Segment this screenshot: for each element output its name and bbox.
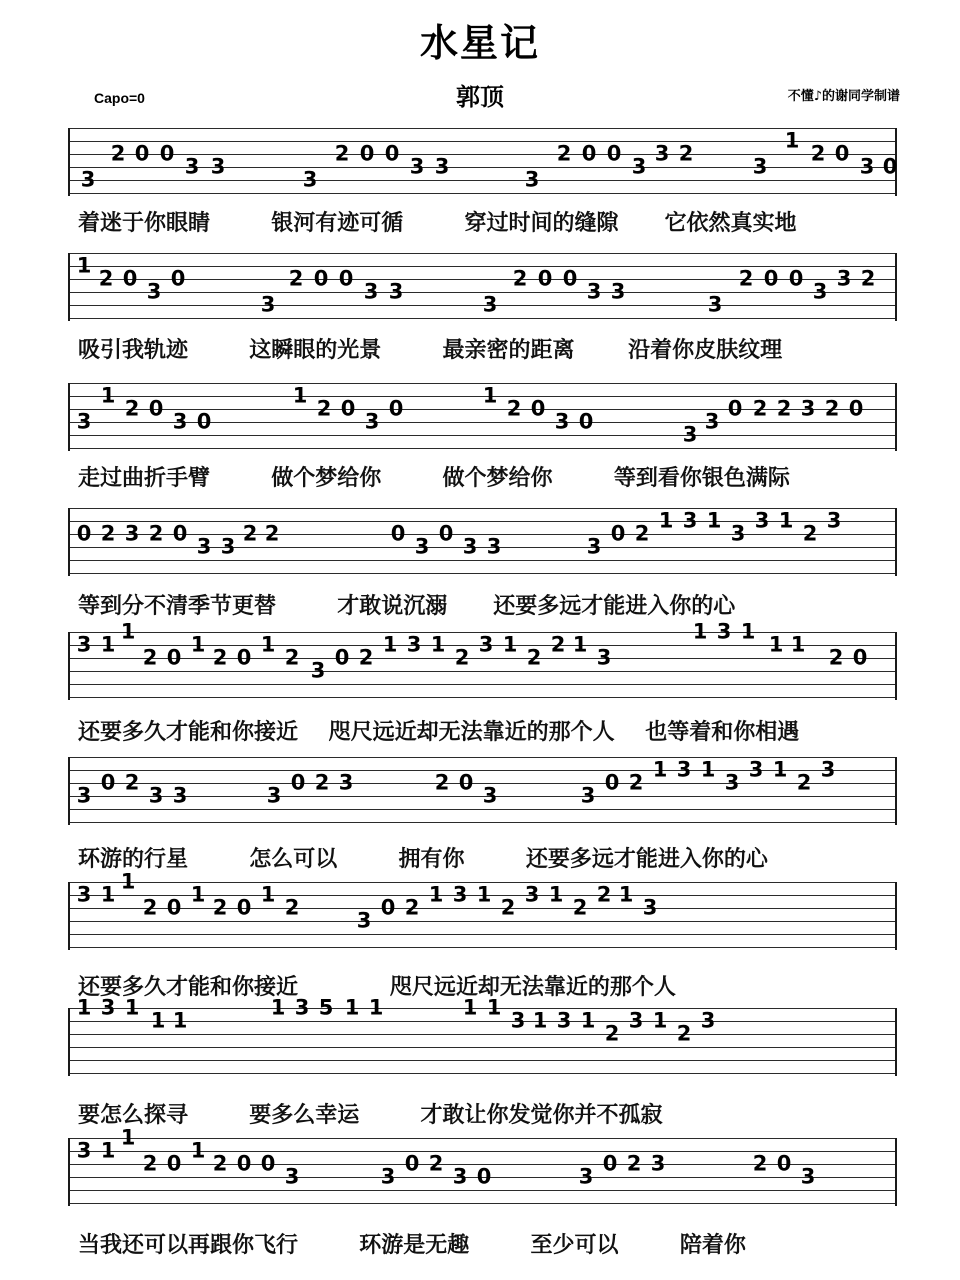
tab-note: 2 xyxy=(556,141,572,166)
tab-note: 3 xyxy=(586,534,602,559)
tab-note: 1 xyxy=(150,1008,166,1033)
tab-note: 3 xyxy=(76,632,92,657)
tab-note: 3 xyxy=(338,770,354,795)
string-line-3 xyxy=(70,908,895,909)
tab-note: 0 xyxy=(882,154,898,179)
tab-note: 3 xyxy=(452,1164,468,1189)
tab-note: 1 xyxy=(572,632,588,657)
tab-note: 0 xyxy=(438,521,454,546)
tab-note: 2 xyxy=(212,1151,228,1176)
tab-note: 0 xyxy=(834,141,850,166)
tab-note: 3 xyxy=(654,141,670,166)
tab-note: 0 xyxy=(359,141,375,166)
tab-note: 3 xyxy=(452,882,468,907)
tab-note: 3 xyxy=(462,534,478,559)
tab-note: 1 xyxy=(76,253,92,278)
string-line-6 xyxy=(70,947,895,948)
tab-note: 3 xyxy=(524,882,540,907)
tab-note: 2 xyxy=(828,645,844,670)
tab-note: 3 xyxy=(482,292,498,317)
tab-note: 3 xyxy=(724,770,740,795)
string-line-4 xyxy=(70,671,895,672)
tab-note: 3 xyxy=(730,521,746,546)
tab-note: 3 xyxy=(266,783,282,808)
tab-note: 1 xyxy=(486,995,502,1020)
tab-note: 1 xyxy=(580,1008,596,1033)
lyric-line-9: 当我还可以再跟你飞行 环游是无趣 至少可以 陪着你 xyxy=(78,1233,746,1258)
tab-note: 3 xyxy=(76,882,92,907)
tab-note: 1 xyxy=(476,882,492,907)
tab-note: 0 xyxy=(578,409,594,434)
tab-note: 0 xyxy=(166,1151,182,1176)
tab-note: 0 xyxy=(159,141,175,166)
tab-note: 0 xyxy=(530,396,546,421)
tab-note: 2 xyxy=(242,521,258,546)
tab-note: 2 xyxy=(124,770,140,795)
tab-note: 2 xyxy=(550,632,566,657)
string-line-4 xyxy=(70,547,895,548)
tab-note: 2 xyxy=(358,645,374,670)
string-line-3 xyxy=(70,1034,895,1035)
tab-note: 3 xyxy=(406,632,422,657)
tab-note: 2 xyxy=(284,645,300,670)
tab-note: 0 xyxy=(562,266,578,291)
tab-note: 3 xyxy=(628,1008,644,1033)
string-line-1 xyxy=(70,508,895,509)
tab-note: 0 xyxy=(476,1164,492,1189)
tab-note: 1 xyxy=(778,508,794,533)
tab-note: 3 xyxy=(414,534,430,559)
tab-note: 3 xyxy=(704,409,720,434)
tab-note: 3 xyxy=(380,1164,396,1189)
tab-note: 3 xyxy=(596,645,612,670)
tab-note: 3 xyxy=(409,154,425,179)
tab-note: 1 xyxy=(790,632,806,657)
tab-note: 2 xyxy=(98,266,114,291)
tab-note: 2 xyxy=(634,521,650,546)
tab-note: 3 xyxy=(260,292,276,317)
tab-note: 2 xyxy=(738,266,754,291)
tab-note: 0 xyxy=(236,1151,252,1176)
tab-note: 2 xyxy=(752,396,768,421)
tab-note: 3 xyxy=(434,154,450,179)
tab-note: 2 xyxy=(810,141,826,166)
string-line-1 xyxy=(70,253,895,254)
tab-note: 3 xyxy=(682,508,698,533)
tab-note: 2 xyxy=(454,645,470,670)
tab-note: 0 xyxy=(602,1151,618,1176)
tab-note: 3 xyxy=(859,154,875,179)
tab-note: 2 xyxy=(596,882,612,907)
tab-note: 0 xyxy=(236,895,252,920)
tab-note: 2 xyxy=(334,141,350,166)
string-line-6 xyxy=(70,193,895,194)
tab-note: 1 xyxy=(344,995,360,1020)
tab-note: 3 xyxy=(578,1164,594,1189)
tab-note: 3 xyxy=(310,658,326,683)
tab-note: 3 xyxy=(586,279,602,304)
tab-note: 1 xyxy=(740,619,756,644)
string-line-3 xyxy=(70,409,895,410)
tab-note: 0 xyxy=(537,266,553,291)
tab-note: 3 xyxy=(172,783,188,808)
lyric-line-4: 等到分不清季节更替 才敢说沉溺 还要多远才能进入你的心 xyxy=(78,594,736,619)
tab-note: 2 xyxy=(212,645,228,670)
tab-note: 1 xyxy=(706,508,722,533)
tab-note: 2 xyxy=(796,770,812,795)
tab-note: 1 xyxy=(76,995,92,1020)
tab-note: 3 xyxy=(486,534,502,559)
tab-note: 1 xyxy=(692,619,708,644)
tab-note: 2 xyxy=(512,266,528,291)
tab-note: 3 xyxy=(184,154,200,179)
string-line-4 xyxy=(70,422,895,423)
tab-note: 0 xyxy=(196,409,212,434)
tab-note: 1 xyxy=(430,632,446,657)
tab-note: 1 xyxy=(120,869,136,894)
tab-note: 3 xyxy=(388,279,404,304)
tab-note: 2 xyxy=(100,521,116,546)
tab-note: 1 xyxy=(784,128,800,153)
string-line-1 xyxy=(70,1008,895,1009)
tab-note: 2 xyxy=(626,1151,642,1176)
tab-note: 2 xyxy=(752,1151,768,1176)
tab-note: 3 xyxy=(363,279,379,304)
tab-note: 1 xyxy=(190,1138,206,1163)
tab-note: 2 xyxy=(142,895,158,920)
tab-note: 0 xyxy=(727,396,743,421)
tab-note: 1 xyxy=(190,882,206,907)
tab-note: 0 xyxy=(260,1151,276,1176)
tab-note: 3 xyxy=(124,521,140,546)
tab-note: 3 xyxy=(100,995,116,1020)
tab-note: 2 xyxy=(676,1021,692,1046)
string-line-2 xyxy=(70,521,895,522)
tab-note: 3 xyxy=(524,167,540,192)
tab-note: 3 xyxy=(356,908,372,933)
tab-note: 3 xyxy=(820,757,836,782)
tab-note: 1 xyxy=(120,1125,136,1150)
lyric-line-7: 还要多久才能和你接近 咫尺远近却无法靠近的那个人 xyxy=(78,975,676,1000)
string-line-6 xyxy=(70,1073,895,1074)
tab-note: 0 xyxy=(334,645,350,670)
tab-note: 3 xyxy=(80,167,96,192)
tab-note: 0 xyxy=(581,141,597,166)
tab-note: 2 xyxy=(572,895,588,920)
tab-note: 1 xyxy=(658,508,674,533)
tab-note: 2 xyxy=(824,396,840,421)
tab-note: 5 xyxy=(318,995,334,1020)
tab-note: 1 xyxy=(652,1008,668,1033)
tab-note: 2 xyxy=(506,396,522,421)
tab-note: 2 xyxy=(148,521,164,546)
tab-note: 2 xyxy=(776,396,792,421)
tab-note: 3 xyxy=(800,396,816,421)
tab-note: 2 xyxy=(860,266,876,291)
tab-note: 1 xyxy=(700,757,716,782)
string-line-4 xyxy=(70,921,895,922)
tab-note: 3 xyxy=(707,292,723,317)
tab-note: 3 xyxy=(76,409,92,434)
string-line-6 xyxy=(70,697,895,698)
tab-note: 0 xyxy=(236,645,252,670)
tab-note: 0 xyxy=(290,770,306,795)
string-line-5 xyxy=(70,684,895,685)
tab-note: 1 xyxy=(190,632,206,657)
tab-note: 1 xyxy=(292,383,308,408)
tab-system-8 xyxy=(68,995,897,1076)
tab-note: 0 xyxy=(172,521,188,546)
tab-note: 1 xyxy=(462,995,478,1020)
tab-system-5 xyxy=(68,619,897,700)
tab-note: 3 xyxy=(172,409,188,434)
lyric-line-1: 着迷于你眼睛 银河有迹可循 穿过时间的缝隙 它依然真实地 xyxy=(78,211,797,236)
tab-note: 2 xyxy=(110,141,126,166)
string-line-1 xyxy=(70,128,895,129)
tab-note: 0 xyxy=(380,895,396,920)
tab-note: 0 xyxy=(852,645,868,670)
tab-system-6 xyxy=(68,757,897,825)
page-title: 水星记 xyxy=(419,21,540,65)
tab-note: 1 xyxy=(768,632,784,657)
tab-note: 0 xyxy=(338,266,354,291)
tab-note: 1 xyxy=(428,882,444,907)
string-line-5 xyxy=(70,1060,895,1061)
tab-note: 2 xyxy=(526,645,542,670)
tab-note: 2 xyxy=(142,1151,158,1176)
tab-note: 2 xyxy=(314,770,330,795)
tab-note: 0 xyxy=(404,1151,420,1176)
tab-note: 2 xyxy=(264,521,280,546)
tab-note: 0 xyxy=(122,266,138,291)
tab-system-9 xyxy=(68,1125,897,1206)
tab-note: 0 xyxy=(610,521,626,546)
tab-note: 3 xyxy=(682,422,698,447)
tab-note: 0 xyxy=(390,521,406,546)
tab-note: 2 xyxy=(404,895,420,920)
tab-note: 2 xyxy=(802,521,818,546)
tab-note: 3 xyxy=(220,534,236,559)
tab-note: 3 xyxy=(826,508,842,533)
tab-note: 3 xyxy=(76,783,92,808)
capo-label: Capo=0 xyxy=(94,90,145,106)
tab-note: 3 xyxy=(700,1008,716,1033)
tab-note: 3 xyxy=(580,783,596,808)
tab-note: 0 xyxy=(384,141,400,166)
tab-note: 3 xyxy=(631,154,647,179)
artist-name: 郭顶 xyxy=(456,83,504,111)
tab-note: 1 xyxy=(618,882,634,907)
tab-note: 1 xyxy=(100,882,116,907)
string-line-6 xyxy=(70,573,895,574)
tab-note: 3 xyxy=(752,154,768,179)
tab-note: 1 xyxy=(270,995,286,1020)
string-line-6 xyxy=(70,1203,895,1204)
tab-note: 3 xyxy=(554,409,570,434)
tab-note: 1 xyxy=(482,383,498,408)
string-line-5 xyxy=(70,435,895,436)
lyric-line-8: 要怎么探寻 要多么幸运 才敢让你发觉你并不孤寂 xyxy=(78,1103,663,1128)
tab-note: 0 xyxy=(313,266,329,291)
tab-note: 1 xyxy=(772,757,788,782)
string-line-4 xyxy=(70,1047,895,1048)
tab-note: 3 xyxy=(364,409,380,434)
tab-note: 0 xyxy=(458,770,474,795)
string-line-6 xyxy=(70,822,895,823)
string-line-1 xyxy=(70,757,895,758)
tab-note: 1 xyxy=(120,619,136,644)
tab-note: 3 xyxy=(210,154,226,179)
tab-note: 1 xyxy=(260,882,276,907)
tab-note: 1 xyxy=(532,1008,548,1033)
tab-note: 1 xyxy=(368,995,384,1020)
tab-note: 0 xyxy=(340,396,356,421)
tab-system-1 xyxy=(68,128,897,196)
string-line-5 xyxy=(70,934,895,935)
tab-note: 3 xyxy=(302,167,318,192)
tab-note: 1 xyxy=(502,632,518,657)
string-line-2 xyxy=(70,1021,895,1022)
tab-note: 3 xyxy=(146,279,162,304)
string-line-5 xyxy=(70,560,895,561)
string-line-5 xyxy=(70,1190,895,1191)
tab-note: 3 xyxy=(148,783,164,808)
tab-note: 2 xyxy=(628,770,644,795)
tab-note: 2 xyxy=(212,895,228,920)
tab-note: 1 xyxy=(100,1138,116,1163)
tab-note: 2 xyxy=(142,645,158,670)
tab-note: 3 xyxy=(478,632,494,657)
tab-note: 3 xyxy=(196,534,212,559)
tab-note: 0 xyxy=(848,396,864,421)
tab-note: 0 xyxy=(134,141,150,166)
tab-note: 2 xyxy=(604,1021,620,1046)
tab-system-4 xyxy=(68,508,897,576)
tab-note: 3 xyxy=(556,1008,572,1033)
tab-note: 1 xyxy=(124,995,140,1020)
tab-note: 0 xyxy=(76,521,92,546)
lyric-line-6: 环游的行星 怎么可以 拥有你 还要多远才能进入你的心 xyxy=(78,847,768,872)
tab-note: 3 xyxy=(510,1008,526,1033)
tab-note: 0 xyxy=(776,1151,792,1176)
tab-note: 2 xyxy=(678,141,694,166)
tab-system-7 xyxy=(68,869,897,950)
tab-note: 0 xyxy=(606,141,622,166)
tab-note: 2 xyxy=(500,895,516,920)
tab-note: 3 xyxy=(642,895,658,920)
string-line-3 xyxy=(70,534,895,535)
tab-note: 3 xyxy=(800,1164,816,1189)
tab-note: 2 xyxy=(434,770,450,795)
tab-note: 1 xyxy=(100,383,116,408)
tab-note: 1 xyxy=(172,1008,188,1033)
string-line-3 xyxy=(70,658,895,659)
tab-note: 0 xyxy=(763,266,779,291)
tab-note: 2 xyxy=(284,895,300,920)
tab-note: 1 xyxy=(548,882,564,907)
tab-note: 3 xyxy=(716,619,732,644)
string-line-6 xyxy=(70,318,895,319)
tab-note: 3 xyxy=(482,783,498,808)
tab-note: 3 xyxy=(610,279,626,304)
string-line-5 xyxy=(70,180,895,181)
tab-system-3 xyxy=(68,383,897,451)
tab-note: 1 xyxy=(260,632,276,657)
tab-note: 3 xyxy=(812,279,828,304)
string-line-2 xyxy=(70,770,895,771)
tab-note: 2 xyxy=(288,266,304,291)
tab-note: 0 xyxy=(100,770,116,795)
tab-note: 1 xyxy=(100,632,116,657)
string-line-2 xyxy=(70,141,895,142)
tab-note: 3 xyxy=(294,995,310,1020)
tab-note: 0 xyxy=(604,770,620,795)
tab-system-2 xyxy=(68,253,897,321)
string-line-5 xyxy=(70,809,895,810)
tab-note: 1 xyxy=(382,632,398,657)
tab-note: 2 xyxy=(124,396,140,421)
string-line-6 xyxy=(70,448,895,449)
tab-note: 3 xyxy=(676,757,692,782)
tab-note: 0 xyxy=(166,645,182,670)
tab-note: 3 xyxy=(754,508,770,533)
tab-note: 2 xyxy=(428,1151,444,1176)
lyric-line-2: 吸引我轨迹 这瞬眼的光景 最亲密的距离 沿着你皮肤纹理 xyxy=(78,338,783,363)
tab-note: 3 xyxy=(76,1138,92,1163)
tab-note: 3 xyxy=(650,1151,666,1176)
lyric-line-3: 走过曲折手臂 做个梦给你 做个梦给你 等到看你银色满际 xyxy=(78,466,790,491)
tab-note: 1 xyxy=(652,757,668,782)
tab-note: 0 xyxy=(388,396,404,421)
tab-note: 3 xyxy=(284,1164,300,1189)
tab-note: 0 xyxy=(148,396,164,421)
lyric-line-5: 还要多久才能和你接近 咫尺远近却无法靠近的那个人 也等着和你相遇 xyxy=(78,720,800,745)
tab-note: 0 xyxy=(166,895,182,920)
tab-note: 0 xyxy=(788,266,804,291)
tab-note: 3 xyxy=(748,757,764,782)
transcriber-credit: 不懂♪的谢同学制谱 xyxy=(787,89,900,104)
tab-note: 0 xyxy=(170,266,186,291)
tab-note: 2 xyxy=(316,396,332,421)
tab-note: 3 xyxy=(836,266,852,291)
